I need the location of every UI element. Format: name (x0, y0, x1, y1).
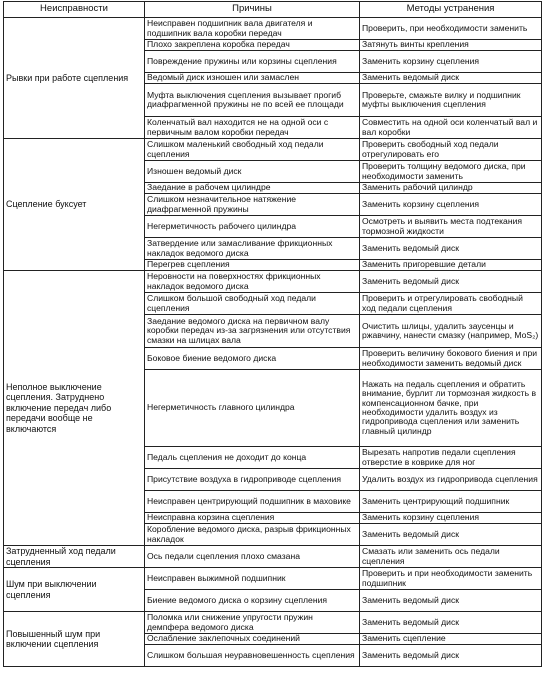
cause-cell: Ведомый диск изношен или замаслен (145, 73, 360, 84)
fault-cell: Сцепление буксует (4, 139, 145, 271)
fix-cell: Удалить воздух из гидропривода сцепления (360, 469, 542, 491)
header-causes: Причины (145, 2, 360, 18)
cause-cell: Перегрев сцепления (145, 260, 360, 271)
troubleshooting-table (3, 1, 542, 667)
cause-cell: Слишком большой свободный ход педали сцепления (145, 293, 360, 315)
table-row (4, 546, 542, 568)
fix-cell: Заменить ведомый диск (360, 73, 542, 84)
fix-cell: Заменить центрирующий подшипник (360, 491, 542, 513)
fault-cell: Повышенный шум при включении сцепления (4, 612, 145, 667)
fix-cell: Проверить и при необходимости заменить подшипник (360, 568, 542, 590)
cause-cell: Слишком незначительное натяжение диафрагменной пружины (145, 194, 360, 216)
cause-cell: Неисправен центрирующий подшипник в маховике (145, 491, 360, 513)
cause-cell: Присутствие воздуха в гидроприводе сцепления (145, 469, 360, 491)
header-fixes: Методы устранения (360, 2, 542, 18)
cause-cell: Неровности на поверхностях фрикционных накладок ведомого диска (145, 271, 360, 293)
cause-cell: Затвердение или замасливание фрикционных накладок ведомого диска (145, 238, 360, 260)
cause-cell: Заедание в рабочем цилиндре (145, 183, 360, 194)
fix-cell: Заменить корзину сцепления (360, 194, 542, 216)
cause-cell: Неисправна корзина сцепления (145, 513, 360, 524)
fix-cell: Проверить величину бокового биения и при необходимости заменить ведомый диск (360, 348, 542, 370)
fix-cell: Проверить, при необходимости заменить (360, 18, 542, 40)
header-row (4, 2, 542, 18)
fix-cell: Осмотреть и выявить места подтекания тормозной жидкости (360, 216, 542, 238)
cause-cell: Негерметичность рабочего цилиндра (145, 216, 360, 238)
header-faults: Неисправности (4, 2, 145, 18)
cause-cell: Биение ведомого диска о корзину сцепления (145, 590, 360, 612)
fix-cell: Заменить рабочий цилиндр (360, 183, 542, 194)
cause-cell: Слишком маленький свободный ход педали сцепления (145, 139, 360, 161)
fix-cell: Заменить ведомый диск (360, 645, 542, 667)
cause-cell: Плохо закреплена коробка передач (145, 40, 360, 51)
table-row (4, 568, 542, 590)
fix-cell: Заменить корзину сцепления (360, 513, 542, 524)
fix-cell: Проверьте, смажьте вилку и подшипник муфты выключения сцепления (360, 84, 542, 117)
cause-cell: Коленчатый вал находится не на одной оси с первичным валом коробки передач (145, 117, 360, 139)
fault-cell: Неполное выключение сцепления. Затруднено включение передач либо передачи вообще не включаются (4, 271, 145, 546)
fault-cell: Шум при выключении сцепления (4, 568, 145, 612)
cause-cell: Повреждение пружины или корзины сцепления (145, 51, 360, 73)
fix-cell: Заменить ведомый диск (360, 271, 542, 293)
fix-cell: Затянуть винты крепления (360, 40, 542, 51)
fix-cell: Проверить свободный ход педали отрегулировать его (360, 139, 542, 161)
fix-cell: Заменить ведомый диск (360, 590, 542, 612)
fault-cell: Рывки при работе сцепления (4, 18, 145, 139)
cause-cell: Поломка или снижение упругости пружин демпфера ведомого диска (145, 612, 360, 634)
fix-cell: Нажать на педаль сцепления и обратить внимание, бурлит ли тормозная жидкость в компенсационном бачке, при необходимости удалить воздух из гидропривода сцепления или заменить главный цилиндр (360, 370, 542, 447)
cause-cell: Коробление ведомого диска, разрыв фрикционных накладок (145, 524, 360, 546)
cause-cell: Ослабление заклепочных соединений (145, 634, 360, 645)
fix-cell: Заменить корзину сцепления (360, 51, 542, 73)
fix-cell: Проверить и отрегулировать свободный ход педали сцепления (360, 293, 542, 315)
cause-cell: Педаль сцепления не доходит до конца (145, 447, 360, 469)
fix-cell: Смазать или заменить ось педали сцепления (360, 546, 542, 568)
cause-cell: Муфта выключения сцепления вызывает прогиб диафрагменной пружины не по всей ее площади (145, 84, 360, 117)
fix-cell: Вырезать напротив педали сцепления отверстие в коврике для ног (360, 447, 542, 469)
table-row (4, 18, 542, 40)
table-row (4, 139, 542, 161)
cause-cell: Боковое биение ведомого диска (145, 348, 360, 370)
fix-cell: Заменить ведомый диск (360, 238, 542, 260)
fix-cell: Очистить шлицы, удалить заусенцы и ржавчину, нанести смазку (например, MoS₂) (360, 315, 542, 348)
cause-cell: Неисправен выжимной подшипник (145, 568, 360, 590)
fix-cell: Проверить толщину ведомого диска, при необходимости заменить (360, 161, 542, 183)
table-header (4, 2, 542, 18)
fix-cell: Заменить ведомый диск (360, 524, 542, 546)
cause-cell: Изношен ведомый диск (145, 161, 360, 183)
cause-cell: Слишком большая неуравновешенность сцепления (145, 645, 360, 667)
cause-cell: Негерметичность главного цилиндра (145, 370, 360, 447)
cause-cell: Ось педали сцепления плохо смазана (145, 546, 360, 568)
cause-cell: Заедание ведомого диска на первичном валу коробки передач из-за загрязнения или отсутствия смазки на шлицах вала (145, 315, 360, 348)
cause-cell: Неисправен подшипник вала двигателя и подшипник вала коробки передач (145, 18, 360, 40)
table-row (4, 612, 542, 634)
fix-cell: Заменить пригоревшие детали (360, 260, 542, 271)
fault-cell: Затрудненный ход педали сцепления (4, 546, 145, 568)
fix-cell: Заменить ведомый диск (360, 612, 542, 634)
table-body (4, 18, 542, 667)
fix-cell: Совместить на одной оси коленчатый вал и вал коробки (360, 117, 542, 139)
fix-cell: Заменить сцепление (360, 634, 542, 645)
table-row (4, 271, 542, 293)
